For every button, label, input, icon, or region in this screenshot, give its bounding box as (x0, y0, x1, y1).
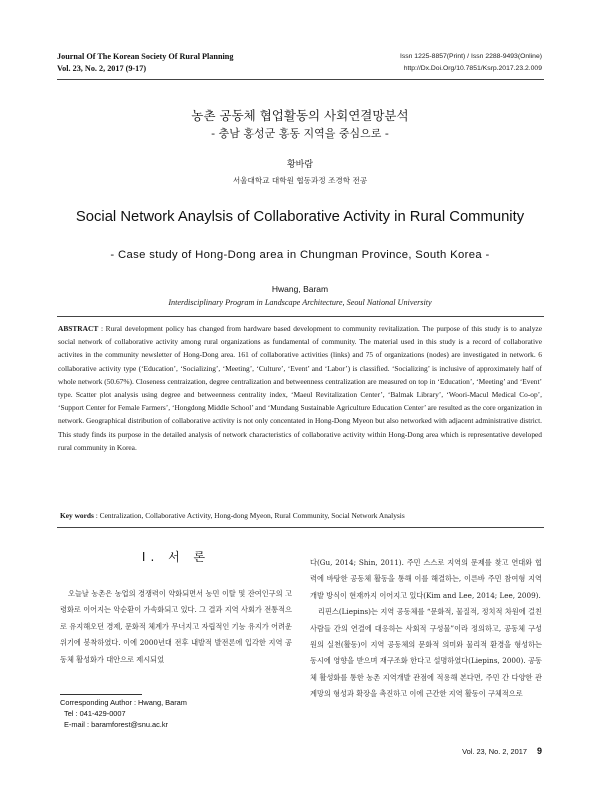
section-heading-introduction: Ⅰ. 서 론 (141, 550, 211, 564)
corresponding-tel: Tel : 041-429-0007 (64, 709, 126, 718)
keywords-label: Key words (60, 511, 94, 520)
body-paragraph: 오늘날 농촌은 농업의 경쟁력이 약화되면서 농민 이탈 및 잔여인구의 고령화로 이어지는 악순환이 가속화되고 있다. 그 결과 지역 사회가 전통적으로 유지해오던 경제, 문화적 체계가 무너지고 자립적인 기능 유지가 어려운 위기에 봉착하였다. 이에 2000년대 전후 내발적 발전론에 입각한 지역 공동체 활성화가 대안으로 제시되었 (60, 589, 292, 664)
body-paragraph: 리핀스(Liepins)는 지역 공동체를 “문화적, 물질적, 정치적 차원에 걸친 사람들 간의 연결에 대응하는 사회적 구성물”이라 정의하고, 공동체 구성원의 실천(활동)이 지역 공동체의 문화적 의미와 물리적 환경을 형성하는 동시에 영향을 받으며 재구조화 한다고 설명하였다(Liepins, 2000). 공동체 활성화를 통한 농촌 지역개발 관점에 적용해 본다면, 주민 간 다양한 관계망의 형성과 확장을 촉진하고 이에 근간한 지역 활동이 구체적으로 (310, 607, 542, 699)
abstract-text: : Rural development policy has changed from hardware based development to community revitalization. The purpose of this study is to analyze social network of collaborative activity among rural organizations as fundamental of community. The material used in this study is a record of collaborative activites in the community newsletter of Hong-Dong area. 161 of collaborative activities (links) and 75 of organizations (nodes) are investigated in network. 6 collaborative activity type (‘Education’, ‘Socializing’, ‘Meeting’, ‘Culture’, ‘Event’ and ‘Labor’) is classified. ‘Socializing’ is inclusive of approximately half of whole network (50.67%). Closeness centraization, degree centralization and betweenness centralization are measured on top in ‘Education’, ‘Meeting’ and ‘Event’ type. Scatter plot analysis using degree and betweenness centrality index, ‘Maeul Revitalization Center’, ‘Balmak Library’, ‘Woori-Macul Medical Co-op’, ‘Support Center for Female Farmers’, ‘Hongdong Middle School’ and ‘Mundang Sustainable Agriculture Education Center’ are resulted as the core organization in network. Geographical distribution of collaborative activity is not only concentated in Hong-Dong Myeon but also networked with adjacent administrative district. This study finds its purpose in the detailed analysis of network characteristics of collaborative activity within Hong-Dong area which is representative developed rural community in Korea. (58, 324, 542, 452)
abstract (58, 322, 542, 454)
abstract-label: ABSTRACT (58, 324, 99, 333)
corresponding-email[interactable]: E-mail : baramforest@snu.ac.kr (64, 720, 169, 729)
abstract-top-divider (57, 316, 544, 317)
page-footer (462, 746, 542, 756)
header-divider (57, 79, 544, 80)
korean-author: 황바람 (286, 160, 314, 170)
korean-affiliation: 서울대학교 대학원 협동과정 조경학 전공 (232, 176, 368, 185)
journal-name: Journal Of The Korean Society Of Rural Planning (57, 52, 234, 61)
journal-header (57, 51, 233, 75)
korean-subtitle: - 충남 홍성군 홍동 지역을 중심으로 - (211, 127, 389, 140)
keywords (60, 511, 544, 520)
english-subtitle: - Case study of Hong-Dong area in Chungman Province, South Korea - (110, 249, 490, 261)
corresponding-author-note (60, 697, 187, 730)
issn: Issn 1225-8857(Print) / Issn 2288-9493(Online) (399, 53, 542, 60)
body-column-left (60, 586, 292, 668)
english-affiliation: Interdisciplinary Program in Landscape Architecture, Seoul National University (168, 298, 432, 307)
footer-volume: Vol. 23, No. 2, 2017 (462, 747, 527, 756)
keywords-text: : Centralization, Collaborative Activity, Hong-dong Myeon, Rural Community, Social Network Analysis (95, 511, 405, 520)
english-author: Hwang, Baram (271, 284, 329, 294)
corresponding-author: Corresponding Author : Hwang, Baram (60, 698, 187, 707)
body-paragraph: 다(Gu, 2014; Shin, 2011). 주민 스스로 지역의 문제를 찾고 연대와 협력에 바탕한 공동체 활동을 통해 이를 해결하는, 이른바 주민 참여형 지역개발 방식이 현재까지 이어지고 있다(Kim and Lee, 2014; Lee, 2009). (310, 558, 542, 600)
doi-link[interactable]: http://Dx.Doi.Org/10.7851/Ksrp.2017.23.2.009 (403, 65, 542, 72)
english-title: Social Network Anaylsis of Collaborative Activity in Rural Community (75, 209, 525, 225)
footnote-divider (60, 694, 142, 695)
issn-header (400, 51, 542, 75)
korean-title: 농촌 공동체 협업활동의 사회연결망분석 (191, 108, 409, 123)
journal-volume: Vol. 23, No. 2, 2017 (9-17) (57, 64, 147, 73)
page-number: 9 (536, 746, 542, 756)
abstract-bottom-divider (57, 527, 544, 528)
body-column-right (310, 555, 542, 703)
